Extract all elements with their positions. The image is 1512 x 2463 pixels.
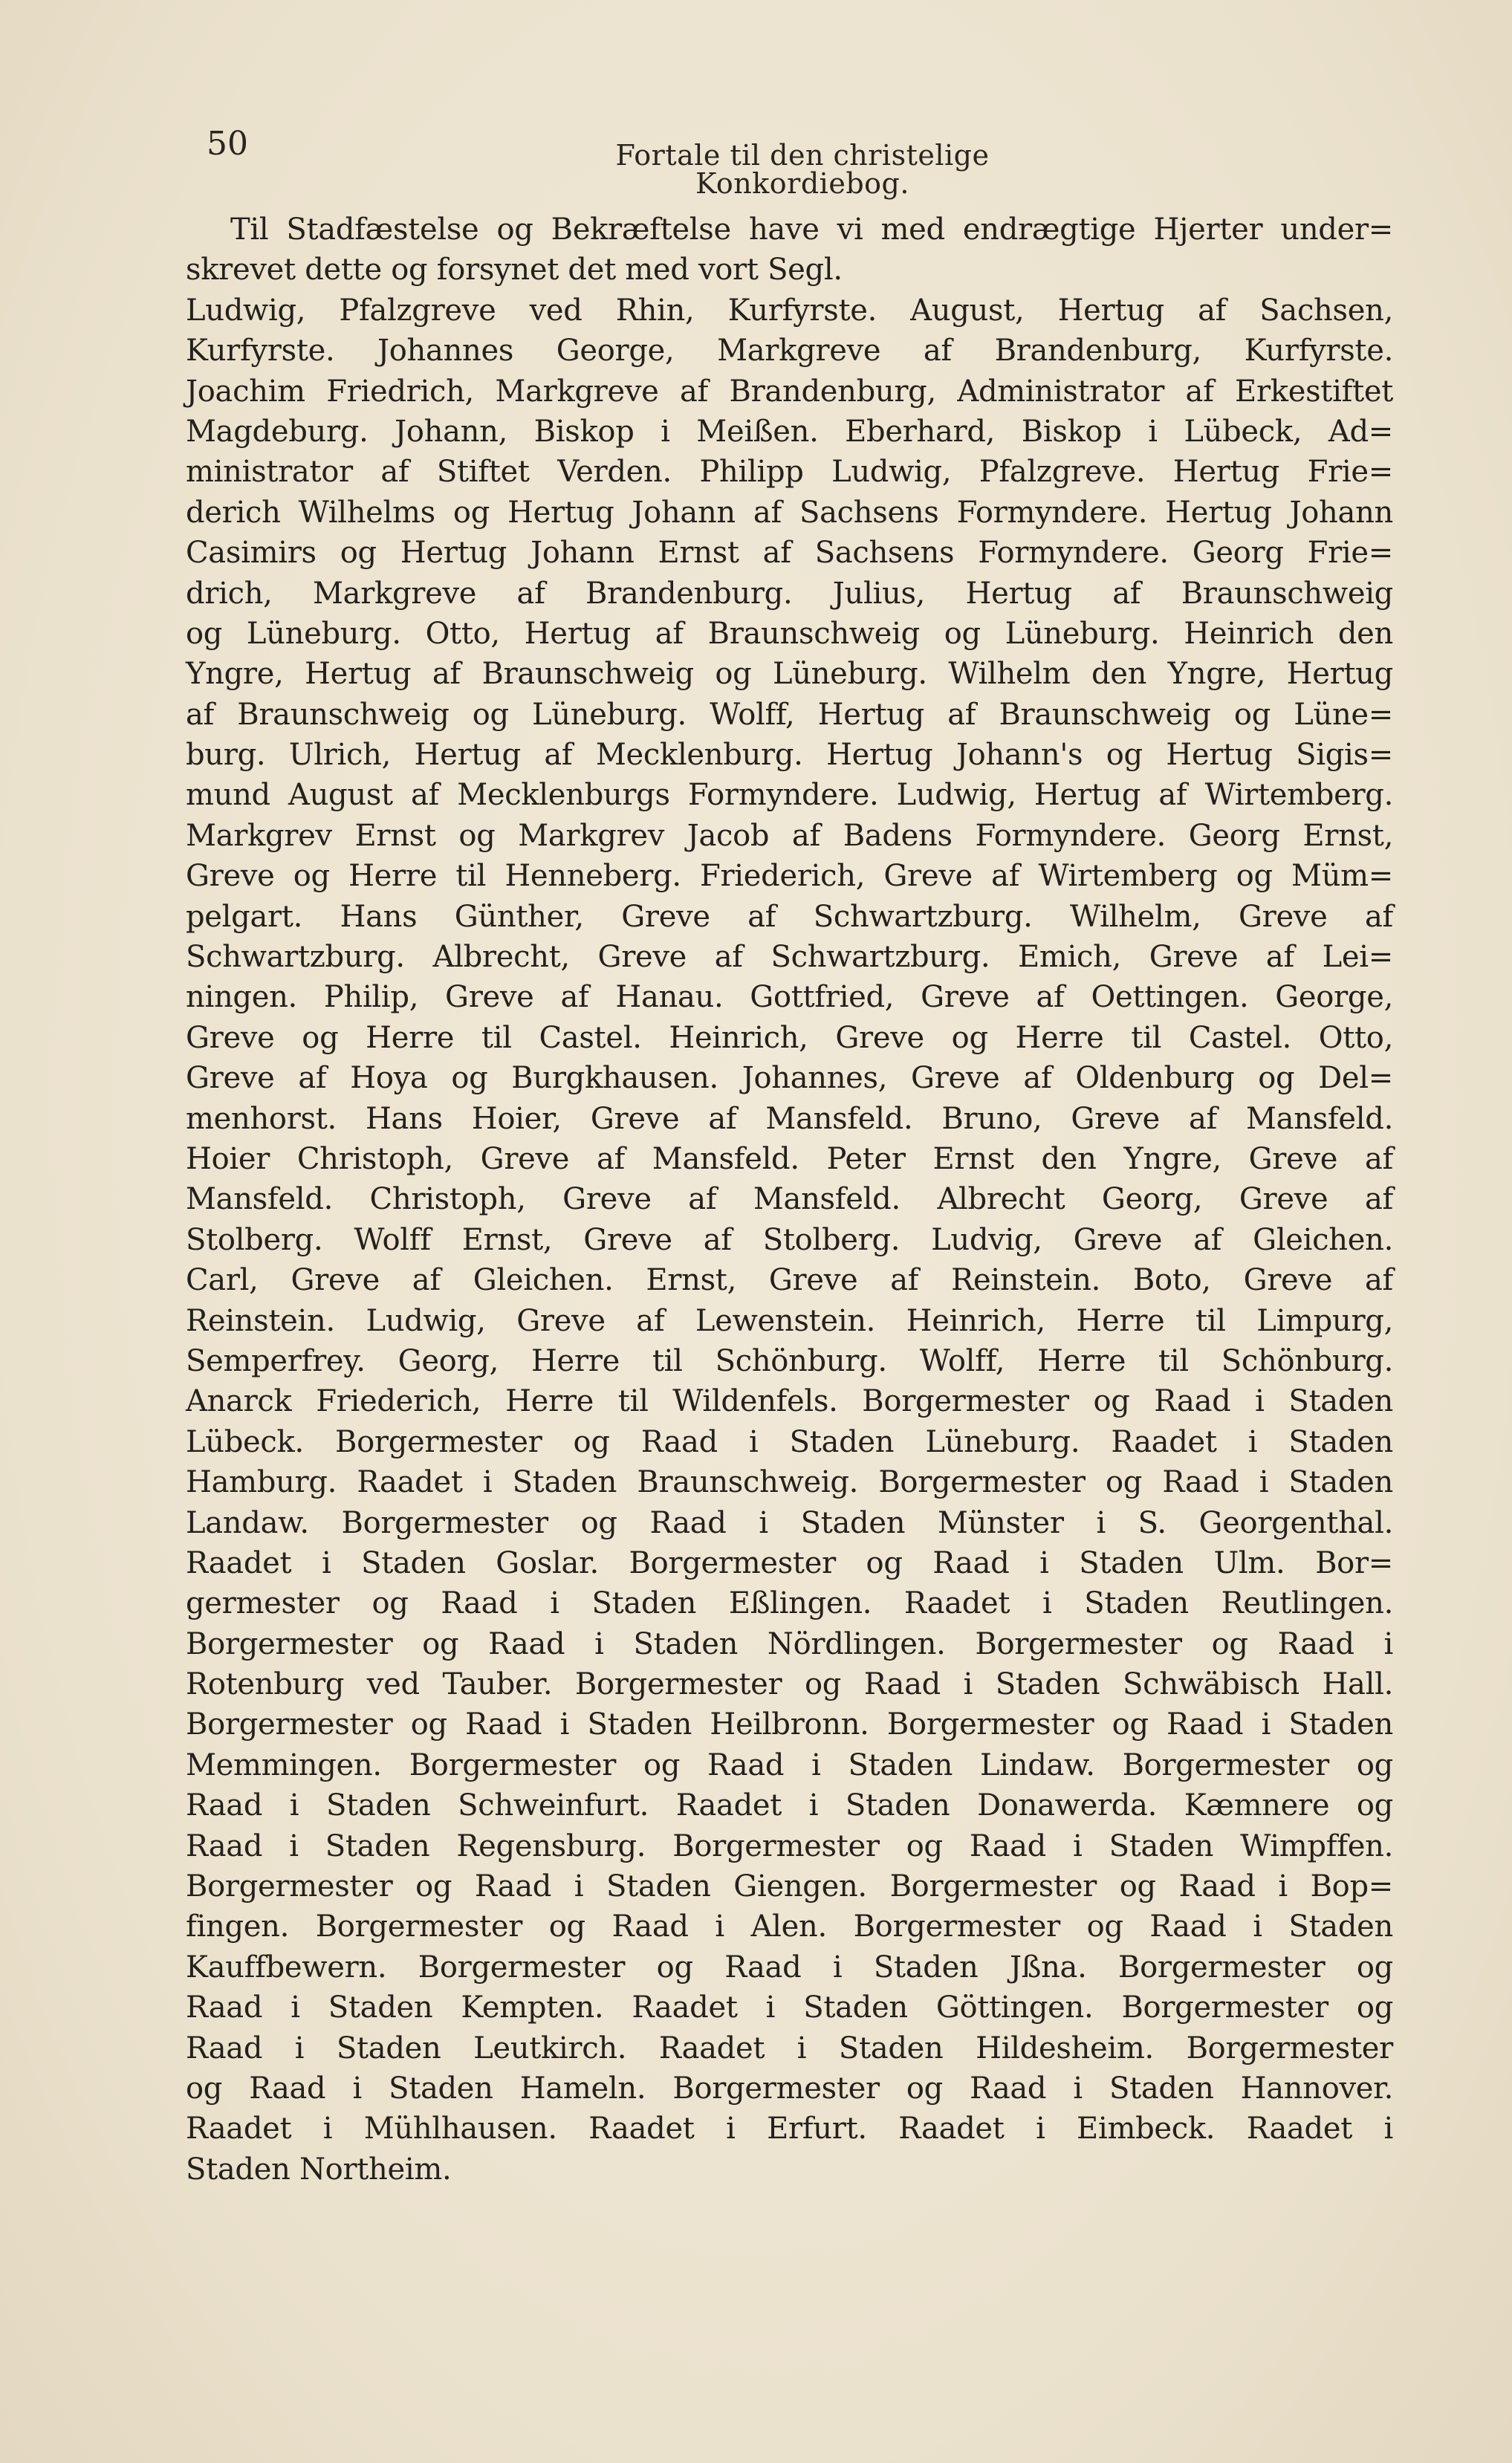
text-line: mund August af Mecklenburgs Formyndere. Ludwig, Hertug af Wirtemberg. (186, 778, 1393, 813)
text-line: Casimirs og Hertug Johann Ernst af Sachsens Formyndere. Georg Frie= (186, 536, 1393, 571)
text-line: og Raad i Staden Hameln. Borgermester og Raad i Staden Hannover. (186, 2071, 1393, 2106)
text-line: og Lüneburg. Otto, Hertug af Braunschweig og Lüneburg. Heinrich den (186, 616, 1393, 651)
text-line: Yngre, Hertug af Braunschweig og Lüneburg. Wilhelm den Yngre, Hertug (186, 657, 1393, 692)
text-line: menhorst. Hans Hoier, Greve af Mansfeld. Bruno, Greve af Mansfeld. (186, 1101, 1393, 1136)
text-line: Reinstein. Ludwig, Greve af Lewenstein. Heinrich, Herre til Limpurg, (186, 1303, 1393, 1338)
text-line: Kurfyrste. Johannes George, Markgreve af Brandenburg, Kurfyrste. (186, 334, 1393, 369)
text-line: Carl, Greve af Gleichen. Ernst, Greve af Reinstein. Boto, Greve af (186, 1263, 1393, 1298)
text-line: Schwartzburg. Albrecht, Greve af Schwartzburg. Emich, Greve af Lei= (186, 940, 1393, 975)
text-line: Rotenburg ved Tauber. Borgermester og Raad i Staden Schwäbisch Hall. (186, 1667, 1393, 1702)
text-line: pelgart. Hans Günther, Greve af Schwartzburg. Wilhelm, Greve af (186, 899, 1393, 934)
text-line: Kauffbewern. Borgermester og Raad i Staden Jßna. Borgermester og (186, 1950, 1393, 1985)
text-line: Magdeburg. Johann, Biskop i Meißen. Eberhard, Biskop i Lübeck, Ad= (186, 414, 1393, 449)
text-line: drich, Markgreve af Brandenburg. Julius, Hertug af Braunschweig (186, 576, 1393, 611)
text-line: Hamburg. Raadet i Staden Braunschweig. Borgermester og Raad i Staden (186, 1465, 1393, 1500)
text-line: Borgermester og Raad i Staden Heilbronn. Borgermester og Raad i Staden (186, 1707, 1393, 1742)
text-line: Greve af Hoya og Burgkhausen. Johannes, Greve af Oldenburg og Del= (186, 1061, 1393, 1096)
text-line: fingen. Borgermester og Raad i Alen. Borgermester og Raad i Staden (186, 1909, 1393, 1944)
text-line: ningen. Philip, Greve af Hanau. Gottfried, Greve af Oettingen. George, (186, 980, 1393, 1015)
text-line: Raad i Staden Kempten. Raadet i Staden Göttingen. Borgermester og (186, 1990, 1393, 2025)
text-line: Til Stadfæstelse og Bekræftelse have vi med endrægtige Hjerter under= (230, 212, 1393, 247)
text-line: Stolberg. Wolff Ernst, Greve af Stolberg. Ludvig, Greve af Gleichen. (186, 1222, 1393, 1257)
text-line: Raadet i Mühlhausen. Raadet i Erfurt. Raadet i Eimbeck. Raadet i (186, 2112, 1393, 2146)
text-line: Greve og Herre til Castel. Heinrich, Greve og Herre til Castel. Otto, (186, 1020, 1393, 1055)
text-line: Raad i Staden Leutkirch. Raadet i Staden Hildesheim. Borgermester (186, 2031, 1393, 2066)
text-line: Joachim Friedrich, Markgreve af Brandenburg, Administrator af Erkestiftet (186, 374, 1393, 409)
running-head: Fortale til den christelige Konkordiebog. (615, 139, 990, 200)
text-line: Borgermester og Raad i Staden Nördlingen. Borgermester og Raad i (186, 1626, 1393, 1661)
text-line: ministrator af Stiftet Verden. Philipp Ludwig, Pfalzgreve. Hertug Frie= (186, 455, 1393, 490)
text-line: Lübeck. Borgermester og Raad i Staden Lüneburg. Raadet i Staden (186, 1424, 1393, 1459)
text-line: germester og Raad i Staden Eßlingen. Raadet i Staden Reutlingen. (186, 1586, 1393, 1621)
text-line: derich Wilhelms og Hertug Johann af Sachsens Formyndere. Hertug Johann (186, 495, 1393, 530)
text-line: Greve og Herre til Henneberg. Friederich, Greve af Wirtemberg og Müm= (186, 859, 1393, 894)
text-line: Semperfrey. Georg, Herre til Schönburg. Wolff, Herre til Schönburg. (186, 1343, 1393, 1378)
text-line: Raadet i Staden Goslar. Borgermester og Raad i Staden Ulm. Bor= (186, 1545, 1393, 1580)
body-text (186, 210, 1393, 2190)
page-number: 50 (207, 125, 248, 163)
text-line: Ludwig, Pfalzgreve ved Rhin, Kurfyrste. August, Hertug af Sachsen, (186, 293, 1393, 328)
text-line: Borgermester og Raad i Staden Giengen. Borgermester og Raad i Bop= (186, 1869, 1393, 1904)
text-line: Hoier Christoph, Greve af Mansfeld. Peter Ernst den Yngre, Greve af (186, 1141, 1393, 1176)
text-line: burg. Ulrich, Hertug af Mecklenburg. Hertug Johann's og Hertug Sigis= (186, 738, 1393, 773)
text-line: Staden Northeim. (186, 2152, 452, 2187)
text-line: skrevet dette og forsynet det med vort Segl. (186, 253, 843, 288)
text-line: Anarck Friederich, Herre til Wildenfels. Borgermester og Raad i Staden (186, 1384, 1393, 1419)
text-line: af Braunschweig og Lüneburg. Wolff, Hertug af Braunschweig og Lüne= (186, 697, 1393, 732)
text-line: Raad i Staden Schweinfurt. Raadet i Staden Donawerda. Kæmnere og (186, 1788, 1393, 1823)
text-line: Markgrev Ernst og Markgrev Jacob af Badens Formyndere. Georg Ernst, (186, 818, 1393, 853)
text-line: Memmingen. Borgermester og Raad i Staden Lindaw. Borgermester og (186, 1748, 1393, 1782)
text-line: Landaw. Borgermester og Raad i Staden Münster i S. Georgenthal. (186, 1505, 1393, 1540)
text-line: Raad i Staden Regensburg. Borgermester og Raad i Staden Wimpffen. (186, 1828, 1393, 1863)
text-line: Mansfeld. Christoph, Greve af Mansfeld. Albrecht Georg, Greve af (186, 1182, 1393, 1217)
